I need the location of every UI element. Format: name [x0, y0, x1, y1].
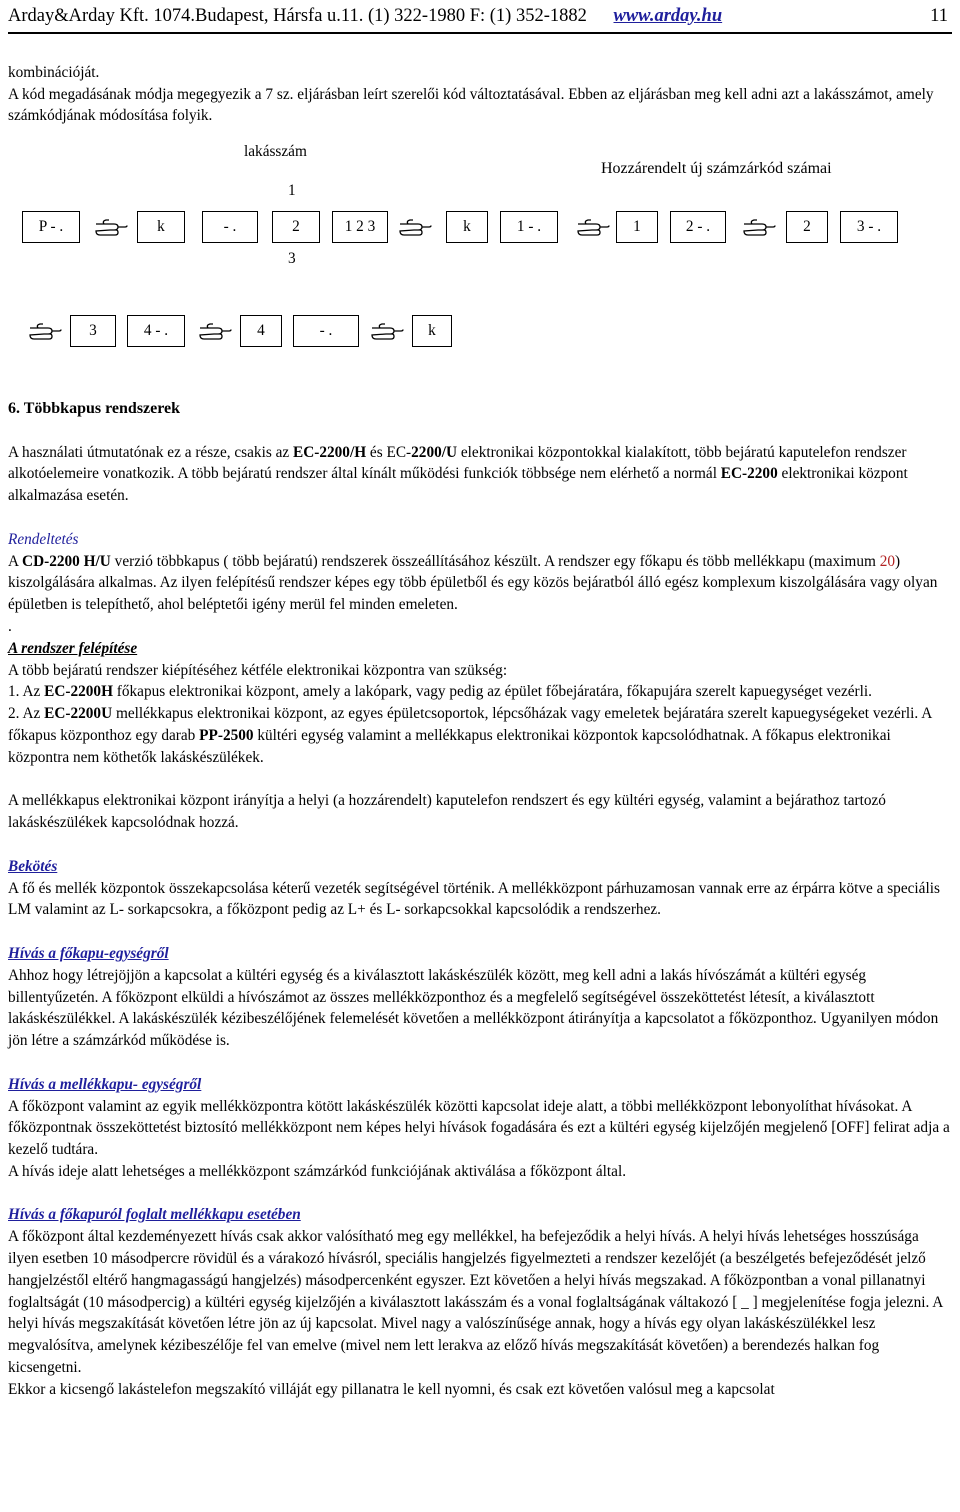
bekotes-paragraph: A fő és mellék központok összekapcsolása kéterű vezeték segítségével történik. A mellékközpont párhuzamosan vannak erre az érpárra kötve a speciális LM valamint az L- sorkapcsokra, a főközpont pedig az L+ és L- sorkapcsokkal kapcsolódik a rendszerhez.	[8, 879, 940, 919]
website-link[interactable]: www.arday.hu	[613, 6, 723, 26]
apartment-number-label: lakásszám	[244, 143, 307, 160]
dot-line: .	[8, 617, 12, 635]
code-box: k	[137, 211, 185, 243]
hivas-foglalt-note: Ekkor a kicsengő lakástelefon megszakító villáját egy pillanatra le kell nyomni, és csak ezt követően valósul meg a kapcsolat	[8, 1380, 775, 1398]
intro	[8, 62, 952, 127]
hivas-mellekkapu-paragraph: A főközpont valamint az egyik mellékközpontra kötött lakáskészülék közötti kapcsolat ideje alatt, a többi mellékközpont lebonyolíthat hívásokat. A főközpontnak összeköttetést biztosító mellékközpont nem képes helyi hívások fogadására és ezt a kültéri egység kijelzőjén megjelenő [OFF] felirat adja a kezelő tudtára.	[8, 1097, 950, 1159]
code-box: - .	[202, 211, 258, 243]
code-box: 3	[70, 315, 116, 347]
code-box: 2	[272, 211, 320, 243]
intro-line1: kombinációját.	[8, 64, 100, 81]
pointing-hand-icon	[94, 217, 128, 237]
hivas-mellekkapu-heading: Hívás a mellékkapu- egységről	[8, 1075, 202, 1093]
digit-top: 1	[288, 182, 296, 199]
hivas-foglalt-paragraph: A főközpont által kezdeményezett hívás csak akkor valósítható meg egy mellékkel, ha befejeződik a helyi hívás. A helyi hívás lehetséges hosszúsága ilyen esetben 10 másodpercre rövidül és a várakozó hívásról, speciális hangjelzés figyelmezteti a rendszer kezelőjét (a beszélgetés befejeződését jelző hangjelzéstől eltérő hangmagasságú hangjelzés) másodpercenként egyszer. Ezt követően a helyi hívás megszakad. A főközpontban a vonal pillanatnyi foglaltságát (10 másodpercig) a kültéri egység kijelzőjén a kiválasztott lakásszám és a vonal foglaltságának váltakozó [ _ ] megjelenítése fogja jelezni. A helyi hívás megszakítását követően létre jön az új kapcsolat. Mivel nagy a valószínűsége annak, hogy a hívás egy olyan lakáskészülékkel lesz megvalósítva, amelynek kézibeszélője fel van emelve (mivel nem lett lerakva az előző hívás megszakítását követően) a berendezés halkan fog kicsengetni.	[8, 1228, 943, 1377]
hivas-mellekkapu-note: A hívás ideje alatt lehetséges a mellékközpont számzárkód funkciójának aktiválása a főközpont által.	[8, 1162, 627, 1180]
page-header	[8, 2, 952, 34]
digit-bottom: 3	[288, 250, 296, 267]
section-6	[8, 398, 952, 1401]
rendeltetes-paragraph: A CD-2200 H/U verzió többkapus ( több bejáratú) rendszerek összeállításához készült. A rendszer egy főkapu és több mellékkapu (maximum 20) kiszolgálására alkalmas. Az ilyen felépítésű rendszer képes egy több épületből és egy közös bejáratból álló egész komplexum kiszolgálására vagy olyan épületben is telepíthető, ahol beléptetői igény merül fel minden emeleten.	[8, 552, 938, 614]
intro-line2: A kód megadásának módja megegyezik a 7 sz. eljárásban leírt szerelői kód változtatásával. Ebben az eljárásban meg kell adni azt a lakásszámot, amely számkódjának módosítása folyik.	[8, 85, 934, 124]
code-box: 2	[786, 211, 828, 243]
hivas-foglalt-heading: Hívás a főkapuról foglalt mellékkapu esetében	[8, 1206, 301, 1224]
code-box: 2 - .	[670, 211, 726, 243]
felepites-line1: A több bejáratú rendszer kiépítéséhez kétféle elektronikai központra van szükség:	[8, 661, 508, 679]
pointing-hand-icon	[28, 321, 62, 341]
felepites-item1: 1. Az EC-2200H főkapus elektronikai központ, amely a lakópark, vagy pedig az épület főbejáratára, főkapujára szerelt kapuegységet vezérli.	[8, 683, 872, 701]
pointing-hand-icon	[576, 217, 610, 237]
code-box: k	[446, 211, 488, 243]
hivas-fokapu-heading: Hívás a főkapu-egységről	[8, 944, 169, 962]
company-info: Arday&Arday Kft. 1074.Budapest, Hársfa u.11. (1) 322-1980 F: (1) 352-1882	[8, 6, 587, 26]
page-number: 11	[930, 6, 948, 26]
rendeltetes-heading: Rendeltetés	[8, 530, 79, 548]
pointing-hand-icon	[742, 217, 776, 237]
felepites-heading: A rendszer felépítése	[8, 639, 138, 657]
section-title: 6. Többkapus rendszerek	[8, 400, 181, 417]
pointing-hand-icon	[198, 321, 232, 341]
hivas-fokapu-paragraph: Ahhoz hogy létrejöjjön a kapcsolat a kültéri egység és a kiválasztott lakáskészülék között, meg kell adni a lakás hívószámát a kültéri egység billentyűzetén. A főközpont elküldi a hívószámot az összes mellékközponthoz és a megfelelő segítségével összeköttetést létesít, a kiválasztott lakáskészülékkel. A lakáskészülék kézibeszélőjének felemelését követően a mellékközpont átirányítja a kapcsolatot a főközponthoz. Ugyanilyen módon jön létre a számzárkód működése is.	[8, 966, 939, 1050]
assigned-code-label: Hozzárendelt új számzárkód számai	[601, 160, 832, 177]
paragraph-intro: A használati útmutatónak ez a része, csakis az EC-2200/H és EC-2200/U elektronikai központokkal kialakított, több bejáratú kaputelefon rendszer alkotóelemeire vonatkozik. A több bejáratú rendszer által kínált működési funkciók többsége nem elérhető a normál EC-2200 elektronikai központ alkalmazása esetén.	[8, 443, 908, 505]
code-box: 4	[240, 315, 282, 347]
code-box: 1 2 3	[332, 211, 388, 243]
code-box: 1 - .	[500, 211, 558, 243]
code-box: 1	[616, 211, 658, 243]
code-box: 3 - .	[840, 211, 898, 243]
pointing-hand-icon	[398, 217, 432, 237]
code-box: - .	[293, 315, 359, 347]
felepites-paragraph: A mellékkapus elektronikai központ irányítja a helyi (a hozzárendelt) kaputelefon rendszert és egy kültéri egység, valamint a bejárathoz tartozó lakáskészülékek kapcsolódnak hozzá.	[8, 792, 886, 832]
bekotes-heading: Bekötés	[8, 857, 58, 875]
code-box: 4 - .	[127, 315, 185, 347]
code-box: k	[412, 315, 452, 347]
felepites-item2: 2. Az EC-2200U mellékkapus elektronikai központ, az egyes épületcsoportok, lépcsőházak vagy emeletek bejáratára szerelt kapuegységeket vezérli. A főkapus központhoz egy darab PP-2500 kültéri egység valamint a mellékkapus elektronikai központok kapcsolódhatnak. A főkapus elektronikai központra nem köthetők lakáskészülékek.	[8, 705, 932, 766]
code-box: P - .	[22, 211, 80, 243]
pointing-hand-icon	[370, 321, 404, 341]
